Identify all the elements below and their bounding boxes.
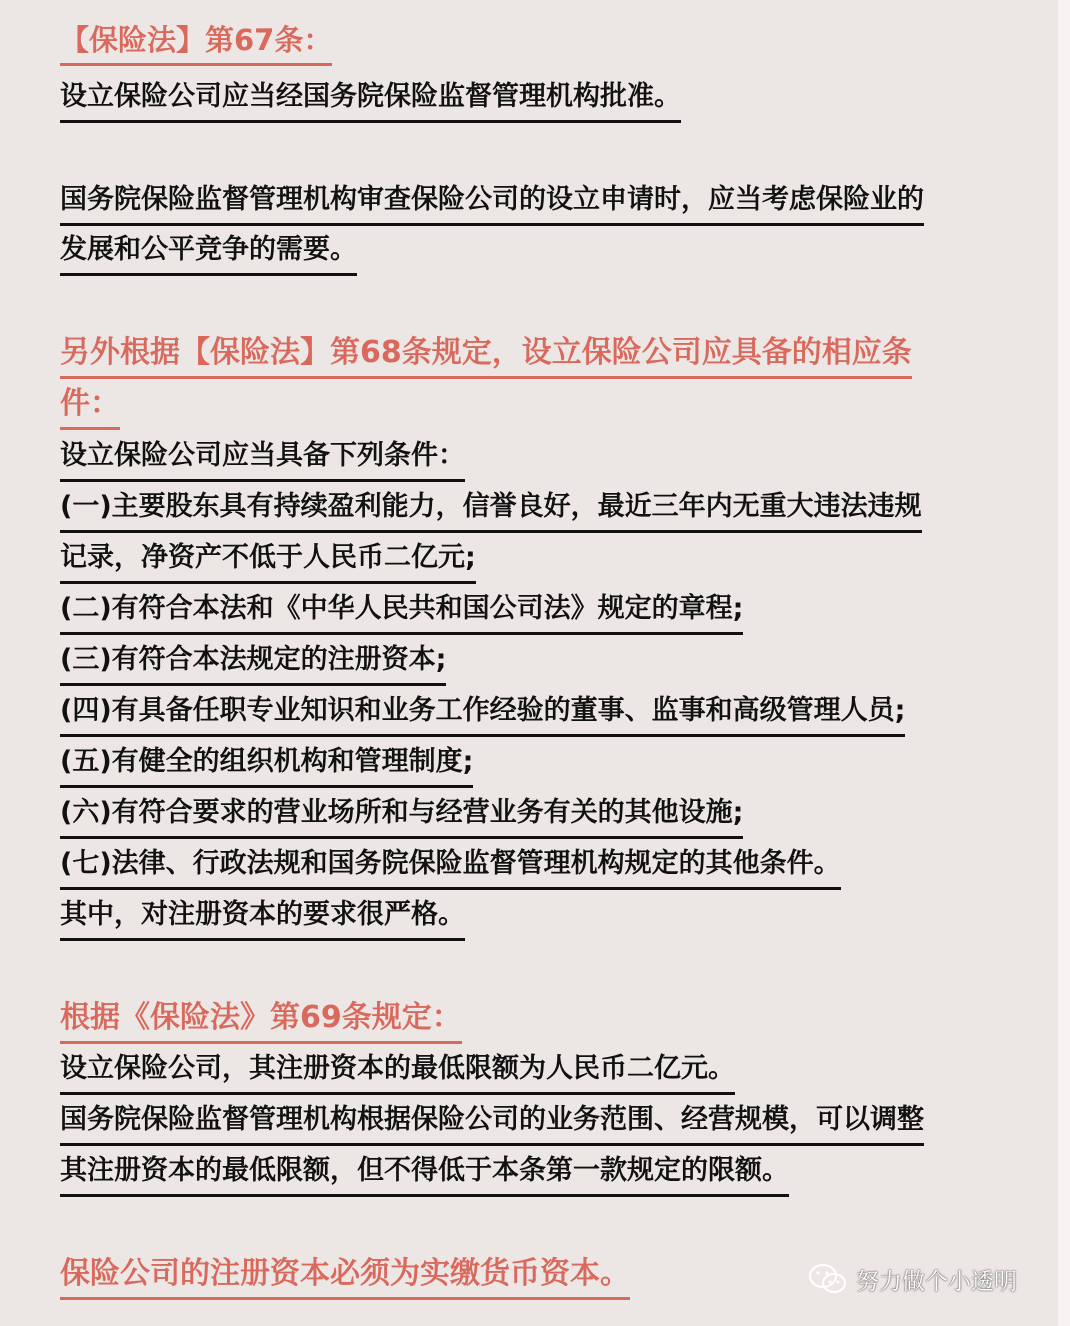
section3-para2-line1: 国务院保险监督管理机构根据保险公司的业务范围、经营规模，可以调整: [60, 1100, 924, 1146]
section2-intro: 设立保险公司应当具备下列条件：: [60, 436, 465, 482]
condition-2: (二)有符合本法和《中华人民共和国公司法》规定的章程;: [60, 589, 743, 635]
section4-heading: 保险公司的注册资本必须为实缴货币资本。: [60, 1254, 630, 1300]
section3-heading: 根据《保险法》第69条规定：: [60, 998, 462, 1044]
section3-para1: 设立保险公司，其注册资本的最低限额为人民币二亿元。: [60, 1049, 735, 1095]
page-edge: [1058, 0, 1070, 1326]
condition-3: (三)有符合本法规定的注册资本;: [60, 640, 446, 686]
section2-heading-line2: 件：: [60, 384, 120, 430]
condition-5: (五)有健全的组织机构和管理制度;: [60, 742, 473, 788]
section1-para2-line2: 发展和公平竞争的需要。: [60, 230, 357, 276]
watermark-text: 努力做个小透明: [856, 1268, 1017, 1295]
section3-para2-line2: 其注册资本的最低限额，但不得低于本条第一款规定的限额。: [60, 1151, 789, 1197]
watermark: [808, 1259, 1017, 1299]
wechat-icon: [808, 1262, 848, 1296]
section1-heading: 【保险法】第67条：: [60, 20, 332, 66]
section2-note: 其中，对注册资本的要求很严格。: [60, 895, 465, 941]
condition-7: (七)法律、行政法规和国务院保险监督管理机构规定的其他条件。: [60, 844, 841, 890]
condition-4: (四)有具备任职专业知识和业务工作经验的董事、监事和高级管理人员;: [60, 691, 905, 737]
section2-heading-line1: 另外根据【保险法】第68条规定，设立保险公司应具备的相应条: [60, 333, 912, 379]
section1-para2-line1: 国务院保险监督管理机构审查保险公司的设立申请时，应当考虑保险业的: [60, 180, 924, 226]
condition-6: (六)有符合要求的营业场所和与经营业务有关的其他设施;: [60, 793, 743, 839]
condition-1-line2: 记录，净资产不低于人民币二亿元;: [60, 538, 476, 584]
section1-para1: 设立保险公司应当经国务院保险监督管理机构批准。: [60, 77, 681, 123]
condition-1-line1: (一)主要股东具有持续盈利能力，信誉良好，最近三年内无重大违法违规: [60, 487, 922, 533]
